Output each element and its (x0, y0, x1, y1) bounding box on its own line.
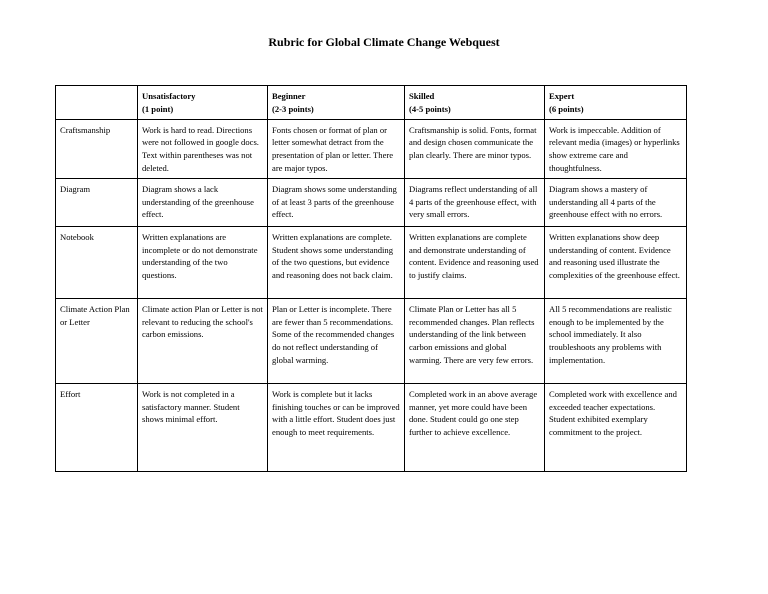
table-cell (545, 383, 687, 471)
cell-text: Diagram shows some understanding of at least 3 parts of the greenhouse effect. (272, 183, 397, 220)
level-name: Beginner (272, 91, 306, 101)
table-cell (268, 298, 405, 383)
level-points: (4-5 points) (409, 103, 451, 114)
cell-text: Craftsmanship is solid. Fonts, format and design chosen communicate the plan clearly. There are minor typos. (409, 124, 537, 161)
cell-text: Work is hard to read. Directions were not followed in google docs. Text within parentheses was not deleted. (142, 124, 259, 173)
table-cell (138, 226, 268, 298)
table-cell (545, 119, 687, 178)
table-row-diagram (56, 178, 687, 226)
level-name: Unsatisfactory (142, 91, 196, 101)
level-points: (2-3 points) (272, 103, 314, 114)
level-name: Skilled (409, 91, 435, 101)
cell-text: Work is impeccable. Addition of relevant media (images) or hyperlinks show extreme care and thoughtfulness. (549, 124, 680, 173)
table-cell (268, 119, 405, 178)
cell-text: Diagram shows a mastery of understanding all 4 parts of the greenhouse effect with no errors. (549, 183, 663, 220)
table-cell (138, 119, 268, 178)
cell-text: Plan or Letter is incomplete. There are fewer than 5 recommendations. Some of the recommended changes do not reflect understanding of global warming. (272, 303, 395, 365)
table-row-climate-action-plan (56, 298, 687, 383)
row-label: Effort (56, 383, 138, 471)
cell-text: Climate action Plan or Letter is not relevant to reducing the school's carbon emissions. (142, 303, 263, 340)
table-cell (138, 178, 268, 226)
table-cell (405, 226, 545, 298)
row-label: Diagram (56, 178, 138, 226)
cell-text: All 5 recommendations are realistic enough to be implemented by the school immediately. It also troubleshoots any problems with implementation. (549, 303, 672, 365)
table-cell (405, 383, 545, 471)
table-row-effort (56, 383, 687, 471)
row-label: Notebook (56, 226, 138, 298)
cell-text: Fonts chosen or format of plan or letter somewhat detract from the presentation of plan or letter. There are major typos. (272, 124, 394, 173)
level-points: (6 points) (549, 103, 584, 114)
table-row-craftsmanship (56, 119, 687, 178)
rubric-table (55, 85, 687, 472)
document-title: Rubric for Global Climate Change Webquest (268, 35, 500, 49)
table-cell (545, 298, 687, 383)
table-cell (405, 119, 545, 178)
cell-text: Work is not completed in a satisfactory manner. Student shows minimal effort. (142, 388, 240, 425)
level-points: (1 point) (142, 103, 174, 114)
cell-text: Written explanations are complete and demonstrate understanding of content. Evidence and reasoning used to justify claims. (409, 231, 539, 281)
cell-text: Written explanations show deep understanding of content. Evidence and reasoning used illustrate the complexities of the greenhouse effect. (549, 231, 680, 281)
table-cell (405, 178, 545, 226)
column-header-beginner (268, 86, 405, 120)
table-cell (268, 226, 405, 298)
cell-text: Climate Plan or Letter has all 5 recommended changes. Plan reflects understanding of the link between carbon emissions and global warming. There are very few errors. (409, 303, 535, 365)
cell-text: Diagram shows a lack understanding of the greenhouse effect. (142, 183, 254, 220)
column-header-unsatisfactory (138, 86, 268, 120)
table-cell (545, 178, 687, 226)
level-name: Expert (549, 91, 575, 101)
cell-text: Completed work with excellence and exceeded teacher expectations. Student exhibited exemplary commitment to the project. (549, 388, 677, 438)
corner-cell (56, 86, 138, 120)
table-cell (268, 178, 405, 226)
table-cell (138, 298, 268, 383)
cell-text: Written explanations are complete. Student shows some understanding of the two questions, but evidence and reasoning does not back claim. (272, 231, 394, 281)
cell-text: Completed work in an above average manner, yet more could have been done. Student could go one step further to achieve excellence. (409, 388, 538, 438)
header-row (56, 86, 687, 120)
row-label: Craftsmanship (56, 119, 138, 178)
cell-text: Diagrams reflect understanding of all 4 parts of the greenhouse effect, with very small errors. (409, 183, 538, 220)
table-cell (268, 383, 405, 471)
table-cell (545, 226, 687, 298)
table-cell (405, 298, 545, 383)
cell-text: Written explanations are incomplete or do not demonstrate understanding of the two questions. (142, 231, 258, 281)
table-row-notebook (56, 226, 687, 298)
table-cell (138, 383, 268, 471)
column-header-expert (545, 86, 687, 120)
row-label: Climate Action Plan or Letter (56, 298, 138, 383)
cell-text: Work is complete but it lacks finishing touches or can be improved with a little effort. Student does just enough to meet requirements. (272, 388, 400, 438)
column-header-skilled (405, 86, 545, 120)
